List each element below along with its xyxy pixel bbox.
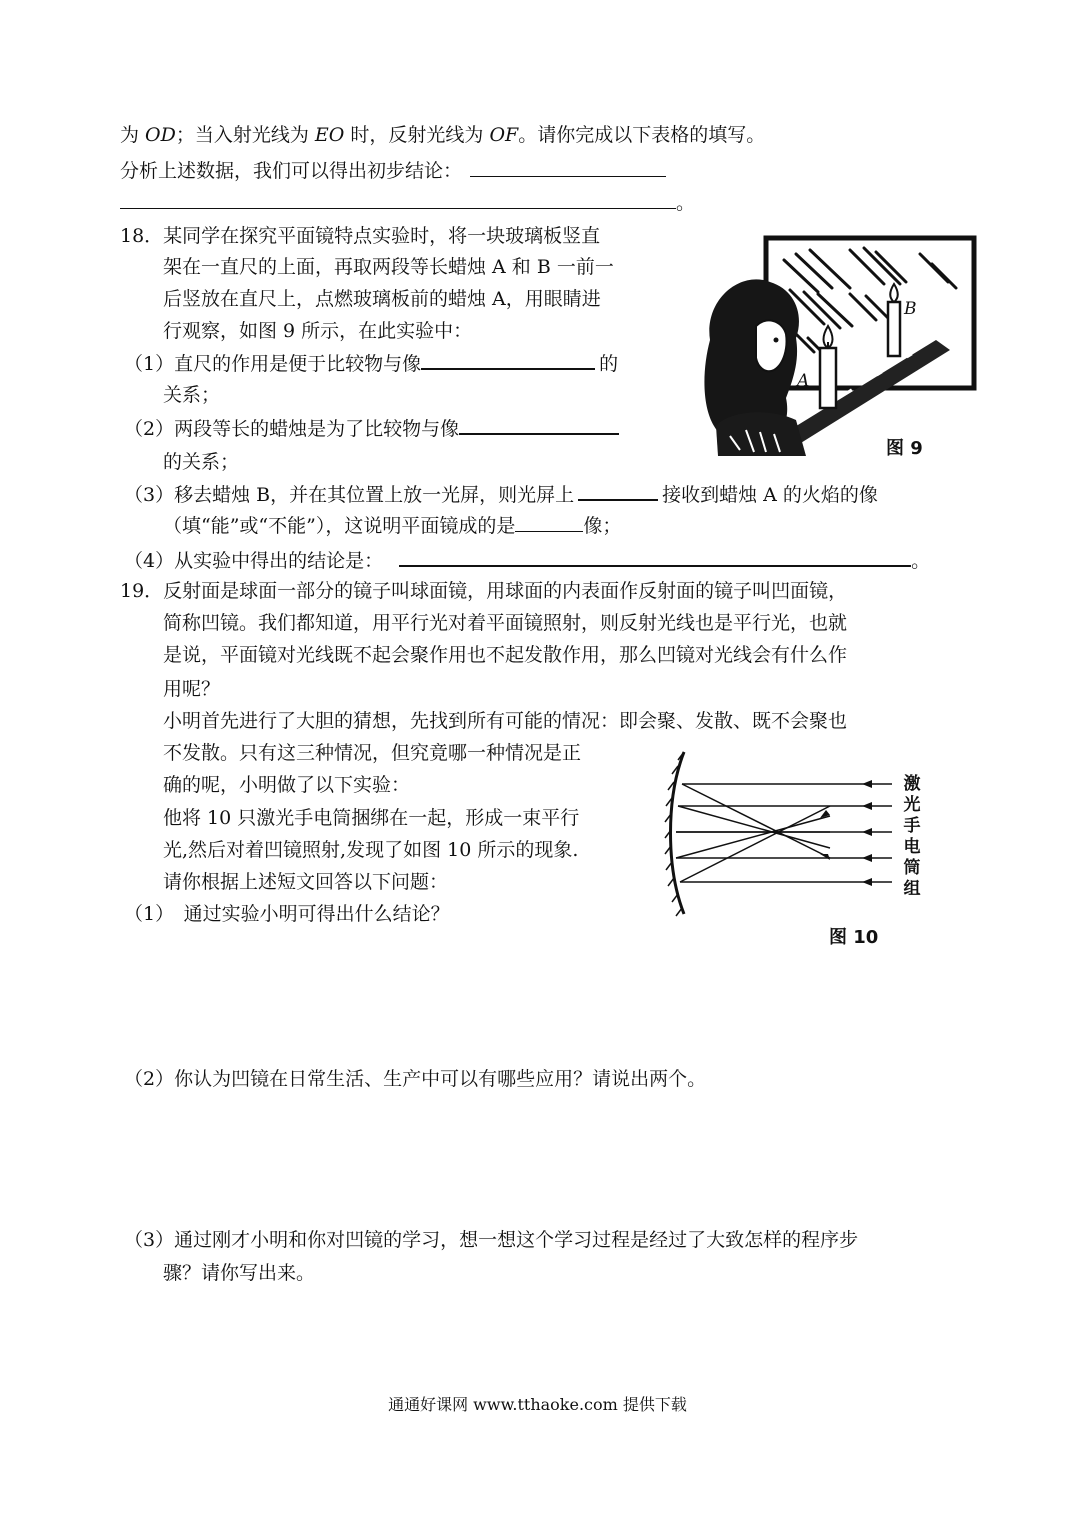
figure-9-illustration bbox=[700, 230, 980, 470]
text: 。请你完成以下表格的填写。 bbox=[518, 124, 766, 146]
q19-para-3: 确的呢，小明做了以下实验： bbox=[163, 774, 411, 796]
q19-para-1: 小明首先进行了大胆的猜想，先找到所有可能的情况：即会聚、发散、既不会聚也 bbox=[163, 710, 848, 732]
answer-blank[interactable] bbox=[421, 350, 595, 370]
side-char: 电 bbox=[903, 837, 921, 857]
q18-stem-3: 后竖放在直尺上，点燃玻璃板前的蜡烛 A，用眼睛进 bbox=[163, 288, 601, 310]
text: 分析上述数据，我们可以得出初步结论： bbox=[120, 160, 463, 182]
answer-blank[interactable] bbox=[578, 481, 658, 501]
figure-9-caption: 图 9 bbox=[886, 438, 923, 459]
q19-part-3-cont: 骤？请你写出来。 bbox=[163, 1262, 316, 1284]
footer-text: 通通好课网 www.tthaoke.com 提供下载 bbox=[388, 1395, 687, 1414]
q19-part-1: （1） 通过实验小明可得出什么结论？ bbox=[124, 903, 450, 925]
text: 为 bbox=[120, 124, 146, 146]
text: 的 bbox=[599, 353, 619, 375]
answer-blank[interactable] bbox=[515, 513, 583, 532]
answer-blank[interactable] bbox=[470, 158, 666, 177]
q18-part-4 bbox=[124, 547, 930, 574]
text: 。 bbox=[911, 550, 931, 572]
q19-stem-4: 用呢？ bbox=[163, 678, 221, 700]
q18-stem-2: 架在一直尺的上面，再取两段等长蜡烛 A 和 B 一前一 bbox=[163, 256, 614, 278]
q19-para-5: 光,然后对着凹镜照射,发现了如图 10 所示的现象. bbox=[163, 839, 579, 861]
side-char: 激 bbox=[903, 774, 921, 794]
side-char: 光 bbox=[903, 795, 921, 815]
text: （填“能”或“不能”），这说明平面镜成的是 bbox=[163, 515, 516, 537]
figure-9-label-a: A bbox=[797, 371, 810, 391]
answer-blank[interactable] bbox=[399, 547, 911, 567]
text: 接收到蜡烛 A 的火焰的像 bbox=[662, 484, 878, 506]
text: 时，反射光线为 bbox=[344, 124, 490, 146]
q19-para-6: 请你根据上述短文回答以下问题： bbox=[163, 871, 449, 893]
q19-stem-2: 简称凹镜。我们都知道，用平行光对着平面镜照射，则反射光线也是平行光，也就 bbox=[163, 612, 848, 634]
q18-part-1-cont: 关系； bbox=[163, 384, 221, 406]
q18-stem-4: 行观察，如图 9 所示，在此实验中： bbox=[163, 320, 473, 342]
q18-part-3 bbox=[124, 481, 878, 508]
text: （3）移去蜡烛 B，并在其位置上放一光屏，则光屏上 bbox=[124, 484, 575, 506]
q19-para-4: 他将 10 只激光手电筒捆绑在一起，形成一束平行 bbox=[163, 807, 580, 829]
side-char: 筒 bbox=[903, 858, 921, 878]
intro-line-3 bbox=[120, 190, 695, 216]
text: 。 bbox=[676, 192, 696, 214]
text: （2）两段等长的蜡烛是为了比较物与像 bbox=[124, 418, 460, 440]
figure-10-caption: 图 10 bbox=[829, 927, 879, 948]
q19-part-3: （3）通过刚才小明和你对凹镜的学习，想一想这个学习过程是经过了大致怎样的程序步 bbox=[124, 1229, 859, 1251]
label-od: OD bbox=[145, 124, 176, 146]
label-eo: EO bbox=[314, 124, 345, 146]
text: （4）从实验中得出的结论是： bbox=[124, 550, 384, 572]
figure-10-side-label bbox=[900, 774, 924, 900]
side-char: 组 bbox=[903, 879, 921, 899]
side-char: 手 bbox=[903, 816, 921, 836]
q19-para-2: 不发散。只有这三种情况，但究竟哪一种情况是正 bbox=[163, 742, 582, 764]
q18-stem-1: 18．某同学在探究平面镜特点实验时，将一块玻璃板竖直 bbox=[120, 225, 601, 247]
q19-stem-3: 是说，平面镜对光线既不起会聚作用也不起发散作用，那么凹镜对光线会有什么作 bbox=[163, 644, 848, 666]
answer-blank[interactable] bbox=[459, 415, 619, 435]
text: （1）直尺的作用是便于比较物与像 bbox=[124, 353, 422, 375]
figure-9-label-b: B bbox=[904, 299, 917, 319]
text: 像； bbox=[583, 515, 622, 537]
intro-line-1 bbox=[120, 122, 765, 148]
answer-blank[interactable] bbox=[120, 190, 676, 209]
q18-part-3-cont bbox=[163, 513, 621, 539]
figure-10-illustration bbox=[660, 748, 900, 918]
q19-part-2: （2）你认为凹镜在日常生活、生产中可以有哪些应用？请说出两个。 bbox=[124, 1068, 707, 1090]
q18-part-2 bbox=[124, 415, 619, 442]
text: ；当入射光线为 bbox=[175, 124, 315, 146]
label-of: OF bbox=[489, 124, 519, 146]
q19-stem-1: 19．反射面是球面一部分的镜子叫球面镜，用球面的内表面作反射面的镜子叫凹面镜， bbox=[120, 580, 848, 602]
q18-part-1 bbox=[124, 350, 618, 377]
intro-line-2 bbox=[120, 158, 666, 184]
q18-part-2-cont: 的关系； bbox=[163, 451, 240, 473]
